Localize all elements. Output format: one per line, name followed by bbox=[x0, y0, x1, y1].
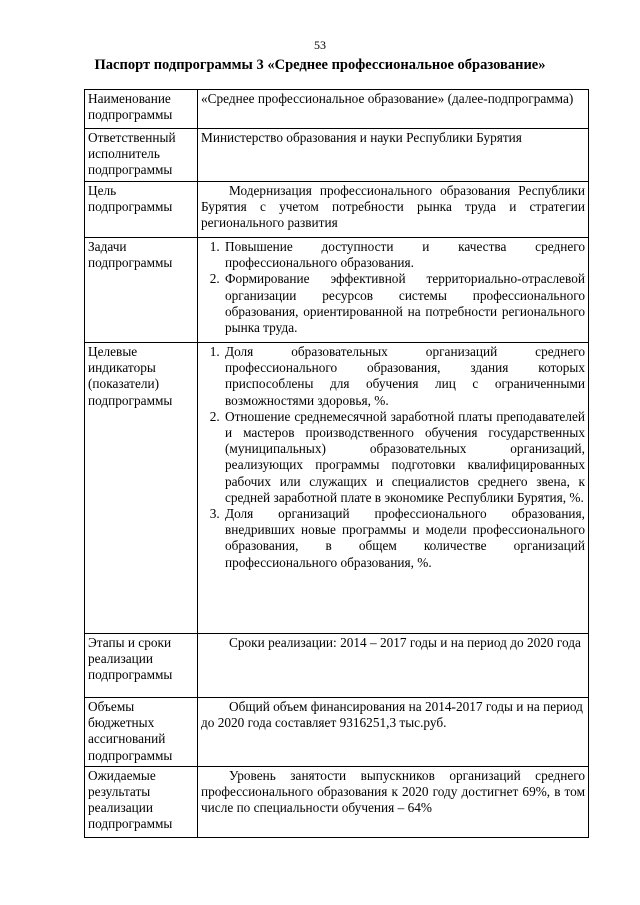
list-item: 2. Отношение среднемесячной заработной платы преподавателей и мастеров производственного обучения государственных (муниципальных) образовательных организаций, реализующих программы подготовки квалифицированных рабочих или служащих и специалистов среднего звена, к средней заработной плате в экономике Республики Бурятия, %. bbox=[223, 409, 585, 506]
table-row-results bbox=[85, 766, 589, 837]
row-value: Министерство образования и науки Республики Бурятия bbox=[198, 129, 589, 182]
row-value: Сроки реализации: 2014 – 2017 годы и на период до 2020 года bbox=[229, 635, 581, 650]
table-row-name bbox=[85, 90, 589, 129]
table-row-responsible bbox=[85, 129, 589, 182]
passport-table bbox=[84, 89, 589, 838]
tasks-list bbox=[201, 239, 585, 336]
list-item: 2. Формирование эффективной территориально-отраслевой организации ресурсов системы профессионального образования, ориентированной на потребности регионального рынка труда. bbox=[223, 271, 585, 336]
list-item: 3. Доля организаций профессионального образования, внедривших новые программы и модели профессионального образования, в общем количестве организаций профессионального образования, %. bbox=[223, 506, 585, 571]
table-row-indicators bbox=[85, 343, 589, 634]
row-value: «Среднее профессиональное образование» (далее-подпрограмма) bbox=[198, 90, 589, 129]
table-row-terms bbox=[85, 634, 589, 698]
list-item: 1. Повышение доступности и качества среднего профессионального образования. bbox=[223, 239, 585, 271]
row-value: Общий объем финансирования на 2014-2017 годы и на период до 2020 года составляет 9316251,3 тыс.руб. bbox=[201, 699, 583, 731]
table-row-budget bbox=[85, 698, 589, 767]
document-title: Паспорт подпрограммы 3 «Среднее профессиональное образование» bbox=[94, 57, 546, 73]
list-item: 1. Доля образовательных организаций среднего профессионального образования, здания которых приспособлены для обучения лиц с ограниченными возможностями здоровья, %. bbox=[223, 344, 585, 409]
row-label: Объемы бюджетных ассигнований подпрограммы bbox=[85, 698, 198, 767]
page-number: 53 bbox=[314, 38, 326, 52]
row-label: Наименование подпрограммы bbox=[85, 90, 198, 129]
row-value: Модернизация профессионального образования Республики Бурятия с учетом потребности рынка труда и стратегии регионального развития bbox=[201, 183, 585, 231]
table-row-tasks bbox=[85, 238, 589, 343]
row-label: Ответственный исполнитель подпрограммы bbox=[85, 129, 198, 182]
row-label: Целевые индикаторы (показатели) подпрограммы bbox=[85, 343, 198, 634]
table-row-goal bbox=[85, 182, 589, 238]
row-label: Цель подпрограммы bbox=[85, 182, 198, 238]
indicators-list bbox=[201, 344, 585, 571]
row-label: Этапы и сроки реализации подпрограммы bbox=[85, 634, 198, 698]
row-value: Уровень занятости выпускников организаций среднего профессионального образования к 2020 году достигнет 69%, в том числе по специальности обучения – 64% bbox=[201, 767, 585, 816]
row-label: Ожидаемые результаты реализации подпрограммы bbox=[85, 766, 198, 837]
row-label: Задачи подпрограммы bbox=[85, 238, 198, 343]
